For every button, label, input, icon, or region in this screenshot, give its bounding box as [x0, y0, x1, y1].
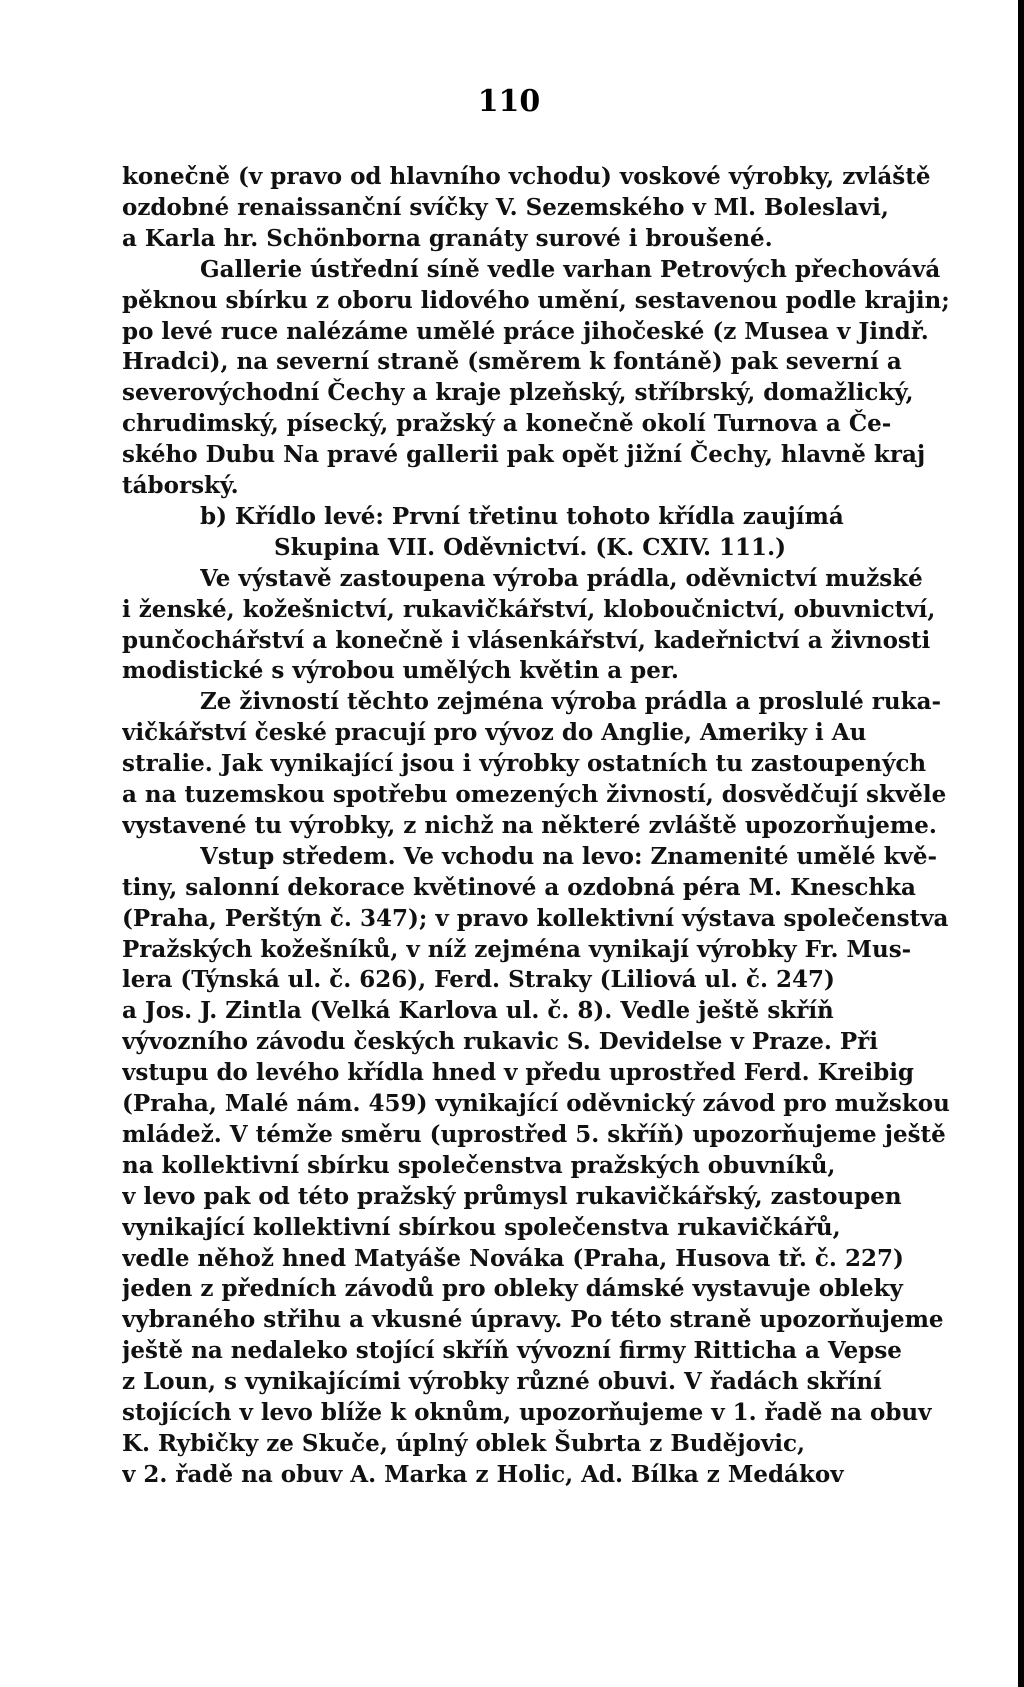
text-line: vstupu do levého křídla hned v předu uprostřed Ferd. Kreibig — [122, 1059, 915, 1086]
text-line: Hradci), na severní straně (směrem k fontáně) pak severní a — [122, 348, 902, 375]
text-line: vedle něhož hned Matyáše Nováka (Praha, Husova tř. č. 227) — [122, 1245, 904, 1272]
text-line: ozdobné renaissanční svíčky V. Sezemského v Ml. Boleslavi, — [122, 194, 889, 221]
text-line: a na tuzemskou spotřebu omezených živností, dosvědčují skvěle — [122, 781, 947, 808]
scan-edge — [1018, 0, 1024, 1687]
text-line: po levé ruce nalézáme umělé práce jihočeské (z Musea v Jindř. — [122, 318, 929, 345]
text-line: a Jos. J. Zintla (Velká Karlova ul. č. 8). Vedle ještě skříň — [122, 997, 834, 1024]
text-line: Skupina VII. Oděvnictví. (K. CXIV. 111.) — [274, 534, 786, 561]
text-line: modistické s výrobou umělých květin a per. — [122, 657, 679, 684]
text-line: Pražských kožešníků, v níž zejména vynikají výrobky Fr. Mus- — [122, 936, 912, 963]
text-line: Ve výstavě zastoupena výroba prádla, oděvnictví mužské — [200, 565, 923, 592]
text-line: punčochářství a konečně i vlásenkářství, kadeřnictví a živnosti — [122, 627, 931, 654]
page-number: 110 — [477, 84, 541, 119]
text-line: v 2. řadě na obuv A. Marka z Holic, Ad. Bílka z Medákov — [122, 1461, 844, 1488]
text-line: Gallerie ústřední síně vedle varhan Petrových přechovává — [200, 256, 941, 283]
text-line: v levo pak od této pražský průmysl rukavičkářský, zastoupen — [122, 1183, 902, 1210]
text-line: a Karla hr. Schönborna granáty surové i broušené. — [122, 225, 773, 252]
text-line: ského Dubu Na pravé gallerii pak opět jižní Čechy, hlavně kraj — [122, 441, 926, 468]
text-line: (Praha, Malé nám. 459) vynikající oděvnický závod pro mužskou — [122, 1090, 950, 1117]
text-line: mládež. V témže směru (uprostřed 5. skříň) upozorňujeme ještě — [122, 1121, 946, 1148]
text-line: severovýchodní Čechy a kraje plzeňský, stříbrský, domažlický, — [122, 379, 914, 406]
text-line: z Loun, s vynikajícími výrobky různé obuvi. V řadách skříní — [122, 1368, 882, 1395]
text-line: ještě na nedaleko stojící skříň vývozní firmy Ritticha a Vepse — [122, 1337, 902, 1364]
text-line: táborský. — [122, 472, 239, 499]
text-line: b) Křídlo levé: První třetinu tohoto křídla zaujímá — [200, 503, 844, 530]
text-line: vývozního závodu českých rukavic S. Devidelse v Praze. Při — [122, 1028, 878, 1055]
text-line: na kollektivní sbírku společenstva pražských obuvníků, — [122, 1152, 836, 1179]
text-line: (Praha, Perštýn č. 347); v pravo kollektivní výstava společenstva — [122, 905, 949, 932]
text-line: K. Rybičky ze Skuče, úplný oblek Šubrta z Budějovic, — [122, 1430, 805, 1457]
text-line: Vstup středem. Ve vchodu na levo: Znamenité umělé kvě- — [200, 843, 938, 870]
text-line: vybraného střihu a vkusné úpravy. Po této straně upozorňujeme — [122, 1306, 944, 1333]
text-line: vynikající kollektivní sbírkou společenstva rukavičkářů, — [122, 1214, 841, 1241]
text-line: tiny, salonní dekorace květinové a ozdobná péra M. Kneschka — [122, 874, 916, 901]
text-line: konečně (v pravo od hlavního vchodu) voskové výrobky, zvláště — [122, 163, 931, 190]
text-line: vystavené tu výrobky, z nichž na některé zvláště upozorňujeme. — [122, 812, 937, 839]
text-line: jeden z předních závodů pro obleky dámské vystavuje obleky — [122, 1275, 903, 1302]
text-line: chrudimský, písecký, pražský a konečně okolí Turnova a Če- — [122, 410, 892, 437]
text-line: lera (Týnská ul. č. 626), Ferd. Straky (Liliová ul. č. 247) — [122, 966, 835, 993]
text-line: Ze živností těchto zejména výroba prádla a proslulé ruka- — [200, 688, 942, 715]
text-line: pěknou sbírku z oboru lidového umění, sestavenou podle krajin; — [122, 287, 950, 314]
text-line: stojících v levo blíže k oknům, upozorňujeme v 1. řadě na obuv — [122, 1399, 932, 1426]
text-line: vičkářství české pracují pro vývoz do Anglie, Ameriky i Au — [122, 719, 867, 746]
text-line: stralie. Jak vynikající jsou i výrobky ostatních tu zastoupených — [122, 750, 927, 777]
text-line: i ženské, kožešnictví, rukavičkářství, kloboučnictví, obuvnictví, — [122, 596, 936, 623]
